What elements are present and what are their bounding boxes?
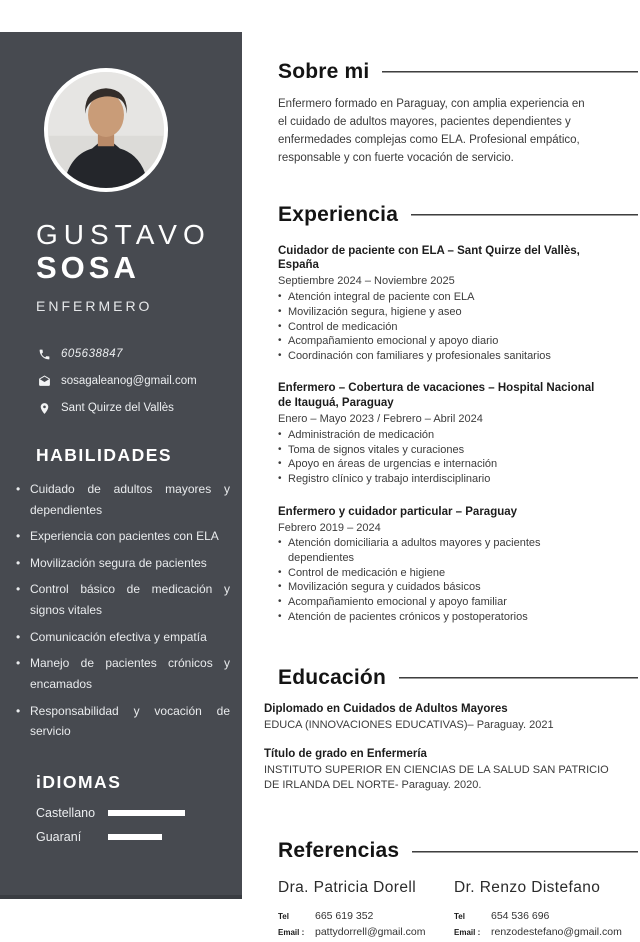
job-duty: • Apoyo en áreas de urgencias e internación <box>278 457 598 472</box>
contact-email <box>38 375 242 388</box>
language-level-bar <box>108 810 185 816</box>
degree-title: Diplomado en Cuidados de Adultos Mayores <box>264 703 508 716</box>
job-duty: • Atención domiciliaria a adultos mayores y pacientes dependientes <box>278 536 598 565</box>
reference-card <box>454 879 622 942</box>
section-rule <box>411 214 638 216</box>
skill-item: • Manejo de pacientes crónicos y encamados <box>14 653 230 694</box>
location-pin-icon <box>38 402 51 415</box>
skill-item: • Responsabilidad y vocación de servicio <box>14 701 230 742</box>
contact-phone <box>38 348 242 361</box>
institution-detail: EDUCA (INNOVACIONES EDUCATIVAS)– Paraguay. 2021 <box>264 718 554 731</box>
email-icon <box>38 375 51 388</box>
education-section-header <box>278 666 638 690</box>
reference-details <box>454 910 622 938</box>
tel-value: 654 536 696 <box>491 909 550 922</box>
job-duty: • Toma de signos vitales y curaciones <box>278 443 598 458</box>
reference-name: Dra. Patricia Dorell <box>278 878 417 896</box>
skill-item: • Control básico de medicación y signos vitales <box>14 579 230 620</box>
reference-card <box>278 879 454 942</box>
languages-section-title: iDIOMAS <box>36 771 122 792</box>
job-title: Enfermero – Cobertura de vacaciones – Hospital Nacional de Itauguá, Paraguay <box>278 382 595 410</box>
references-columns <box>278 879 638 942</box>
education-entries <box>264 702 612 793</box>
institution-detail: INSTITUTO SUPERIOR EN CIENCIAS DE LA SALUD SAN PATRICIO DE IRLANDA DEL NORTE- Paraguay. 2020. <box>264 763 609 792</box>
email-address: sosagaleanog@gmail.com <box>61 375 197 388</box>
experience-title: Experiencia <box>278 203 399 227</box>
job-duty: • Atención integral de paciente con ELA <box>278 290 598 305</box>
phone-number: 605638847 <box>61 348 124 361</box>
skill-item: • Cuidado de adultos mayores y dependientes <box>14 479 230 520</box>
languages-list <box>0 806 242 844</box>
job-duty: • Movilización segura, higiene y aseo <box>278 305 598 320</box>
name-first: GUSTAVO <box>36 219 211 250</box>
job-title: Enfermero y cuidador particular – Paraguay <box>278 505 518 518</box>
tel-label: Tel <box>278 911 289 921</box>
phone-icon <box>38 348 51 361</box>
section-rule <box>412 851 638 853</box>
job-duties <box>278 428 598 487</box>
experience-section-header <box>278 203 638 227</box>
email-value: pattydorrell@gmail.com <box>315 925 426 938</box>
job-duty: • Coordinación con familiares y profesionales sanitarios <box>278 349 598 364</box>
education-title: Educación <box>278 666 386 690</box>
skills-list <box>14 479 230 742</box>
job-duties <box>278 536 598 624</box>
reference-details <box>278 910 454 938</box>
language-row <box>36 806 242 820</box>
skill-item: • Experiencia con pacientes con ELA <box>14 526 230 547</box>
job-period: Febrero 2019 – 2024 <box>278 521 381 534</box>
reference-tel-row <box>278 910 454 922</box>
language-label: Guaraní <box>36 829 82 844</box>
role-title: ENFERMERO <box>36 297 153 314</box>
skill-item: • Movilización segura de pacientes <box>14 553 230 574</box>
reference-email-row <box>278 926 454 938</box>
job-period: Enero – Mayo 2023 / Febrero – Abril 2024 <box>278 413 483 426</box>
skills-section-title: HABILIDADES <box>36 444 173 465</box>
job-duty: • Registro clínico y trabajo interdisciplinario <box>278 472 598 487</box>
job-duties <box>278 290 598 363</box>
contact-list <box>38 348 242 415</box>
email-value: renzodestefano@gmail.com <box>491 925 622 938</box>
about-text: Enfermero formado en Paraguay, con amplia experiencia en el cuidado de adultos mayores, pacientes dependientes y enfermedades complejas como ELA. Profesional empático, responsable y con fuerte vocación de servicio. <box>278 98 585 164</box>
job-title: Cuidador de paciente con ELA – Sant Quirze del Vallès, España <box>278 244 580 272</box>
reference-name: Dr. Renzo Distefano <box>454 878 601 896</box>
references-section-header <box>278 839 638 863</box>
email-label: Email : <box>278 927 305 937</box>
location-text: Sant Quirze del Vallès <box>61 402 174 415</box>
contact-location <box>38 402 242 415</box>
references-title: Referencias <box>278 839 400 863</box>
job-duty: • Administración de medicación <box>278 428 598 443</box>
section-rule <box>382 71 638 73</box>
reference-tel-row <box>454 910 622 922</box>
language-row <box>36 830 242 844</box>
name-last: SOSA <box>36 250 140 286</box>
reference-email-row <box>454 926 622 938</box>
education-entry <box>264 747 612 793</box>
job-duty: • Movilización segura y cuidados básicos <box>278 580 598 595</box>
job-entry <box>278 381 598 486</box>
about-title: Sobre mi <box>278 60 370 83</box>
person-photo-placeholder <box>48 72 164 188</box>
language-label: Castellano <box>36 805 96 820</box>
job-entry <box>278 505 598 625</box>
job-entry <box>278 244 598 364</box>
skill-item: • Comunicación efectiva y empatía <box>14 627 230 648</box>
main-column <box>242 0 640 938</box>
tel-label: Tel <box>454 911 465 921</box>
job-duty: • Acompañamiento emocional y apoyo diario <box>278 334 598 349</box>
job-period: Septiembre 2024 – Noviembre 2025 <box>278 275 455 288</box>
name-block <box>36 220 242 314</box>
profile-photo <box>44 68 168 192</box>
job-duty: • Atención de pacientes crónicos y postoperatorios <box>278 610 598 625</box>
about-section-header <box>278 60 638 84</box>
job-duty: • Control de medicación <box>278 320 598 335</box>
sidebar <box>0 32 242 899</box>
degree-title: Título de grado en Enfermería <box>264 748 427 761</box>
tel-value: 665 619 352 <box>315 909 374 922</box>
education-entry <box>264 702 612 733</box>
job-duty: • Acompañamiento emocional y apoyo familiar <box>278 595 598 610</box>
section-rule <box>399 677 638 679</box>
job-duty: • Control de medicación e higiene <box>278 566 598 581</box>
email-label: Email : <box>454 927 481 937</box>
language-level-bar <box>108 834 162 840</box>
